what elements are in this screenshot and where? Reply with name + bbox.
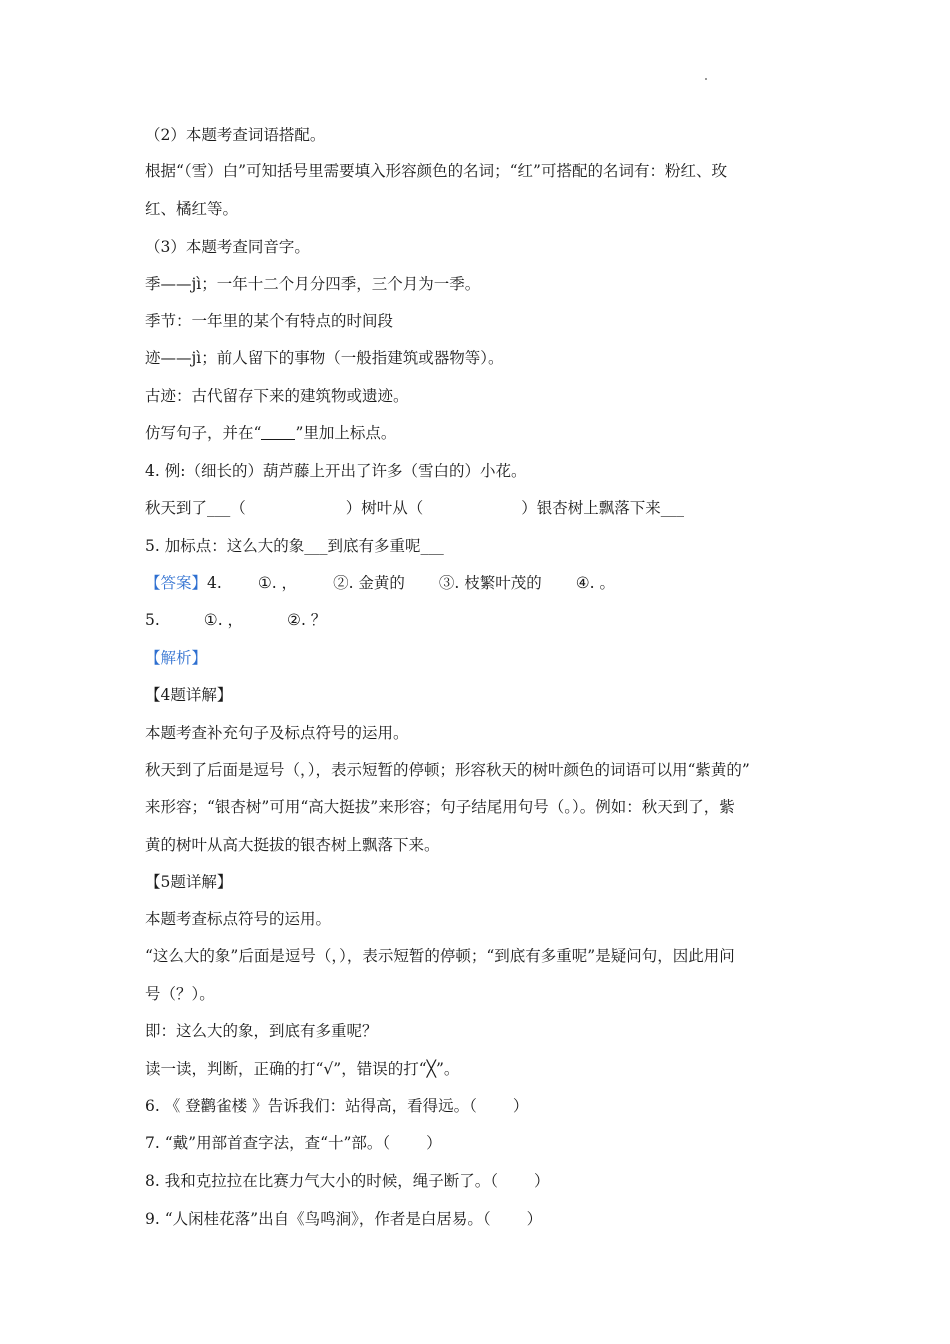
text-line: 秋天到了后面是逗号（，），表示短暂的停顿；形容秋天的树叶颜色的词语可以用“紫黄的” [145, 761, 750, 779]
answer-bracket: ） [526, 1210, 543, 1228]
answer-line [145, 609, 825, 631]
answer-number: 5. [145, 611, 160, 629]
section-heading: 【5题详解】 [145, 873, 233, 891]
exercise-text: 秋天到了___（ [145, 499, 246, 517]
answer-item: ②. 金黄的 [333, 574, 405, 592]
section-heading: 【4题详解】 [145, 686, 233, 704]
text-line: “这么大的象”后面是逗号（，），表示短暂的停顿；“到底有多重呢”是疑问句，因此用问 [145, 947, 735, 965]
question-text: 7. “戴”用部首查字法，查“十”部。（ [145, 1134, 391, 1152]
answer-bracket: ） [426, 1134, 442, 1152]
answer-item: ④. 。 [575, 574, 616, 592]
instruction-line [145, 422, 825, 444]
question-line [145, 1170, 825, 1192]
instruction-line: 读一读，判断，正确的打“√”，错误的打“╳”。 [145, 1060, 460, 1078]
answer-item: ①. ， [203, 611, 244, 629]
question-line [145, 1132, 825, 1154]
text-line: （2）本题考查词语搭配。 [145, 126, 326, 144]
exercise-text: ）树叶从（ [345, 499, 424, 517]
answer-tag: 【答案】 [145, 574, 208, 592]
answer-bracket: ） [512, 1097, 529, 1115]
answer-item: ②. ？ [287, 611, 327, 629]
blank-underline [261, 425, 295, 440]
question-text: 9. “人闲桂花落”出自《鸟鸣涧》，作者是白居易。（ [145, 1210, 491, 1228]
answer-number: 4. [207, 574, 222, 592]
answer-bracket: ） [533, 1172, 550, 1190]
example-line: 4. 例:（细长的）葫芦藤上开出了许多（雪白的）小花。 [145, 462, 527, 480]
analysis-tag: 【解析】 [145, 649, 208, 667]
text-line: 号（？）。 [145, 985, 215, 1003]
text-line: 即：这么大的象，到底有多重呢？ [145, 1022, 378, 1040]
text-line: （3）本题考查同音字。 [145, 238, 310, 256]
instruction-text: 仿写句子，并在“ [145, 424, 262, 442]
exercise-text: ）银杏树上飘落下来___ [521, 499, 685, 517]
text-line: 本题考查标点符号的运用。 [145, 910, 332, 928]
question-line [145, 1095, 825, 1117]
instruction-text: ”里加上标点。 [295, 424, 397, 442]
exercise-line: 5. 加标点：这么大的象___到底有多重呢___ [145, 537, 444, 555]
exercise-line [145, 497, 825, 519]
question-line [145, 1208, 825, 1230]
text-line: 季——jì；一年十二个月分四季，三个月为一季。 [145, 275, 481, 293]
answer-item: ③. 枝繁叶茂的 [438, 574, 542, 592]
text-line: 根据“（雪）白”可知括号里需要填入形容颜色的名词；“红”可搭配的名词有：粉红、玫 [145, 162, 727, 180]
text-line: 季节：一年里的某个有特点的时间段 [145, 312, 394, 330]
text-line: 来形容；“银杏树”可用“高大挺拔”来形容；句子结尾用句号（。）。例如：秋天到了，紫 [145, 798, 735, 816]
text-line: 古迹：古代留存下来的建筑物或遗迹。 [145, 387, 409, 405]
question-text: 8. 我和克拉拉在比赛力气大小的时候，绳子断了。（ [145, 1172, 498, 1190]
text-line: 本题考查补充句子及标点符号的运用。 [145, 724, 409, 742]
text-line: 红、橘红等。 [145, 200, 239, 218]
answer-line [145, 572, 825, 594]
text-line: 迹——jì；前人留下的事物（一般指建筑或器物等）。 [145, 349, 504, 367]
page-mark [705, 78, 707, 80]
question-text: 6. 《 登鹳雀楼 》告诉我们：站得高，看得远。（ [145, 1097, 477, 1115]
text-line: 黄的树叶从高大挺拔的银杏树上飘落下来。 [145, 836, 440, 854]
answer-item: ①. ， [257, 574, 298, 592]
